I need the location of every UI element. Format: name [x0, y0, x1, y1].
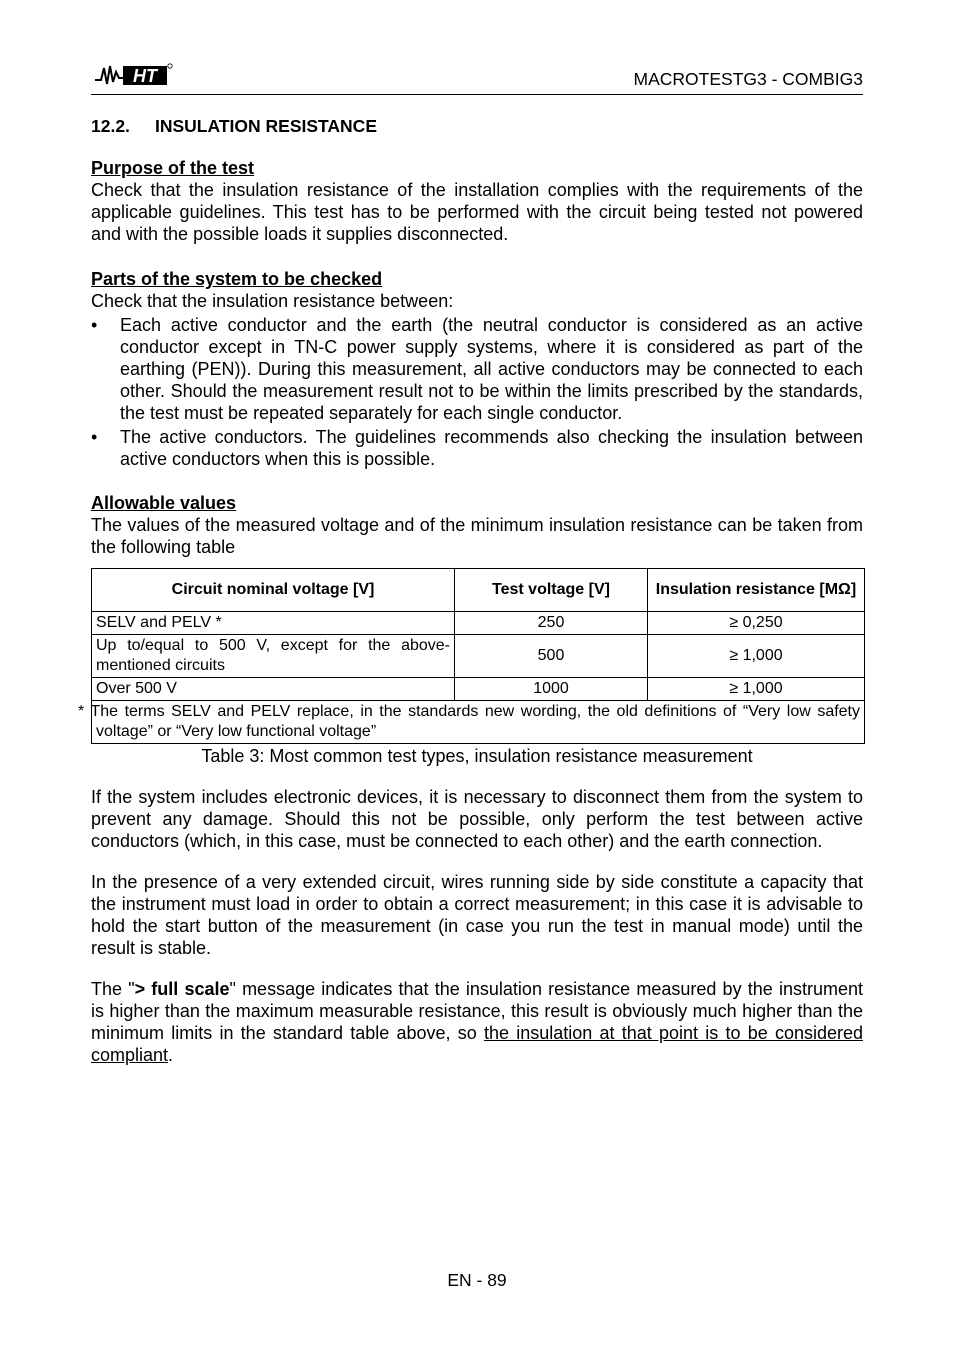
bullet-item: • Each active conductor and the earth (the neutral conductor is considered as an active conductor except in TN-C power supply systems, where it is considered as part of the earthing (PEN)). During this measurement, all active conductors may be connected to each other. Should the measurement result not to be within the limits prescribed by the standards, the test must be repeated separately for each single conductor.: [91, 315, 863, 423]
bullet-item: • The active conductors. The guidelines recommends also checking the insulation between active conductors when this is possible.: [91, 427, 863, 469]
page-number: EN - 89: [447, 1270, 507, 1290]
parts-bullet-list: [91, 314, 863, 470]
bullet-icon: •: [91, 427, 98, 447]
table-footnote: * The terms SELV and PELV replace, in the standards new wording, the old definitions of “Very low safety voltage” or “Very low functional voltage”: [92, 701, 865, 744]
page-content: [78, 113, 863, 1066]
parts-intro: Check that the insulation resistance between:: [91, 291, 454, 311]
extended-circuit-paragraph: In the presence of a very extended circuit, wires running side by side constitute a capacity that the instrument must load in order to obtain a correct measurement; in this case it is advisable to hold the start button of the measurement (in case you run the test in manual mode) until the result is stable.: [91, 872, 863, 958]
bullet-icon: •: [91, 315, 98, 335]
section-number: 12.2.: [91, 116, 130, 136]
section-title: INSULATION RESISTANCE: [155, 116, 377, 136]
header-divider: [91, 94, 863, 95]
logo-wave-mark: [95, 66, 123, 84]
table-row: [92, 635, 865, 678]
full-scale-message: > full scale: [134, 979, 230, 999]
table-cell: ≥ 1,000: [648, 635, 865, 678]
table-header-cell: Circuit nominal voltage [V]: [92, 569, 455, 612]
purpose-heading: Purpose of the test: [91, 158, 255, 178]
table-cell: 1000: [455, 678, 648, 701]
table-note-row: [92, 701, 865, 744]
table-row: [92, 612, 865, 635]
ht-logo: [93, 62, 173, 88]
section-heading: [91, 113, 863, 157]
insulation-values-table: [78, 568, 865, 744]
logo-text: HT: [133, 66, 157, 86]
table-header-cell: Insulation resistance [MΩ]: [648, 569, 865, 612]
allowable-text: The values of the measured voltage and of the minimum insulation resistance can be taken from the following table: [91, 515, 863, 557]
table-cell: Over 500 V: [92, 678, 455, 701]
table-caption: Table 3: Most common test types, insulation resistance measurement: [201, 746, 753, 766]
table-cell: 500: [455, 635, 648, 678]
table-header-cell: Test voltage [V]: [455, 569, 648, 612]
table-header-row: [92, 569, 865, 612]
table-row: [92, 678, 865, 701]
full-scale-paragraph: The "> full scale" message indicates that the insulation resistance measured by the instrument is higher than the maximum measurable resistance, this result is obviously much higher than the minimum limits in the standard table above, so the insulation at that point is to be considered compliant.: [91, 979, 863, 1065]
electronic-devices-paragraph: If the system includes electronic devices, it is necessary to disconnect them from the system to prevent any damage. Should this not be possible, only perform the test between active conductors (which, in this case, must be connected to each other) and the earth connection.: [91, 787, 863, 851]
table-cell: Up to/equal to 500 V, except for the above-mentioned circuits: [92, 635, 455, 678]
parts-heading: Parts of the system to be checked: [91, 269, 383, 289]
table-cell: ≥ 0,250: [648, 612, 865, 635]
table-cell: 250: [455, 612, 648, 635]
compliance-statement: the insulation at that point is to be considered compliant: [91, 1023, 863, 1065]
allowable-heading: Allowable values: [91, 493, 237, 513]
table-cell: ≥ 1,000: [648, 678, 865, 701]
table-cell: SELV and PELV *: [92, 612, 455, 635]
purpose-text: Check that the insulation resistance of the installation complies with the requirements of the applicable guidelines. This test has to be performed with the circuit being tested not powered and with the possible loads it supplies disconnected.: [91, 180, 863, 244]
document-title: MACROTESTG3 - COMBIG3: [633, 69, 863, 89]
